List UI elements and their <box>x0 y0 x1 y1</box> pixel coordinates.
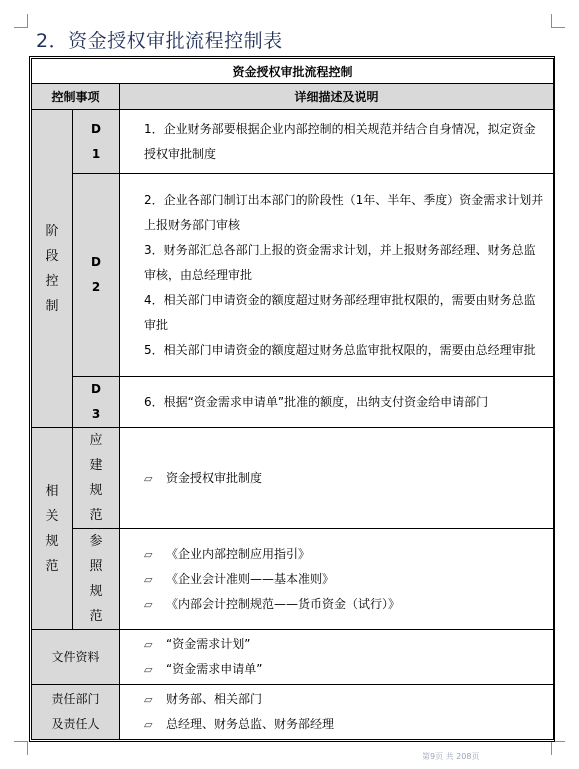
d2-description: 2．企业各部门制订出本部门的阶段性（1年、半年、季度）资金需求计划并上报财务部门审核 3．财务部汇总各部门上报的资金需求计划，并上报财务部经理、财务总监审核，由总经理审批 4．相关部门申请资金的额度超过财务部经理审批权限的，需要由财务总监审批 5．相关部门申请资金的额度超过财务总监审批权限的，需要由总经理审批 <box>120 174 554 377</box>
documents-label: 文件资料 <box>32 630 120 685</box>
section-heading: 2．资金授权审批流程控制表 <box>36 30 283 52</box>
should-build-label: 应 建 规 范 <box>73 428 120 529</box>
folder-icon: ▱ <box>144 718 153 731</box>
header-control: 控制事项 <box>32 84 120 110</box>
responsibility-items <box>120 685 554 740</box>
folder-icon: ▱ <box>144 638 153 651</box>
page-number: 第9页 共 208页 <box>422 752 480 761</box>
folder-icon: ▱ <box>144 663 153 676</box>
should-build-items <box>120 428 554 529</box>
folder-icon: ▱ <box>144 572 153 586</box>
list-item: ▱ 《内部会计控制规范——货币资金（试行）》 <box>144 592 547 617</box>
list-item: ▱ 总经理、财务总监、财务部经理 <box>144 712 547 737</box>
responsibility-label: 责任部门 及责任人 <box>32 685 120 740</box>
documents-items <box>120 630 554 685</box>
crop-mark-top-left <box>14 14 28 28</box>
list-item: ▱ 财务部、相关部门 <box>144 687 547 712</box>
list-item: ▱ 《企业内部控制应用指引》 <box>144 542 547 567</box>
crop-mark-bottom-right <box>551 741 565 755</box>
header-detail: 详细描述及说明 <box>120 84 554 110</box>
folder-icon: ▱ <box>144 693 153 706</box>
folder-icon: ▱ <box>144 597 153 611</box>
crop-mark-bottom-left <box>14 741 28 755</box>
related-norms-label: 相 关 规 范 <box>32 428 73 630</box>
code-d1: D 1 <box>73 110 120 174</box>
list-item: ▱ 资金授权审批制度 <box>144 466 547 491</box>
folder-icon: ▱ <box>144 471 153 485</box>
list-item: ▱ “资金需求计划” <box>144 632 547 657</box>
folder-icon: ▱ <box>144 547 153 561</box>
table-title: 资金授权审批流程控制 <box>32 59 554 84</box>
crop-mark-top-right <box>551 14 565 28</box>
stage-control-label: 阶 段 控 制 <box>32 110 73 428</box>
d1-description: 1．企业财务部要根据企业内部控制的相关规范并结合自身情况，拟定资金授权审批制度 <box>120 110 554 174</box>
reference-label: 参 照 规 范 <box>73 529 120 630</box>
d3-description: 6．根据“资金需求申请单”批准的额度，出纳支付资金给申请部门 <box>120 377 554 428</box>
control-table <box>31 58 554 740</box>
code-d3: D 3 <box>73 377 120 428</box>
reference-items <box>120 529 554 630</box>
code-d2: D 2 <box>73 174 120 377</box>
list-item: ▱ 《企业会计准则——基本准则》 <box>144 567 547 592</box>
list-item: ▱ “资金需求申请单” <box>144 657 547 682</box>
